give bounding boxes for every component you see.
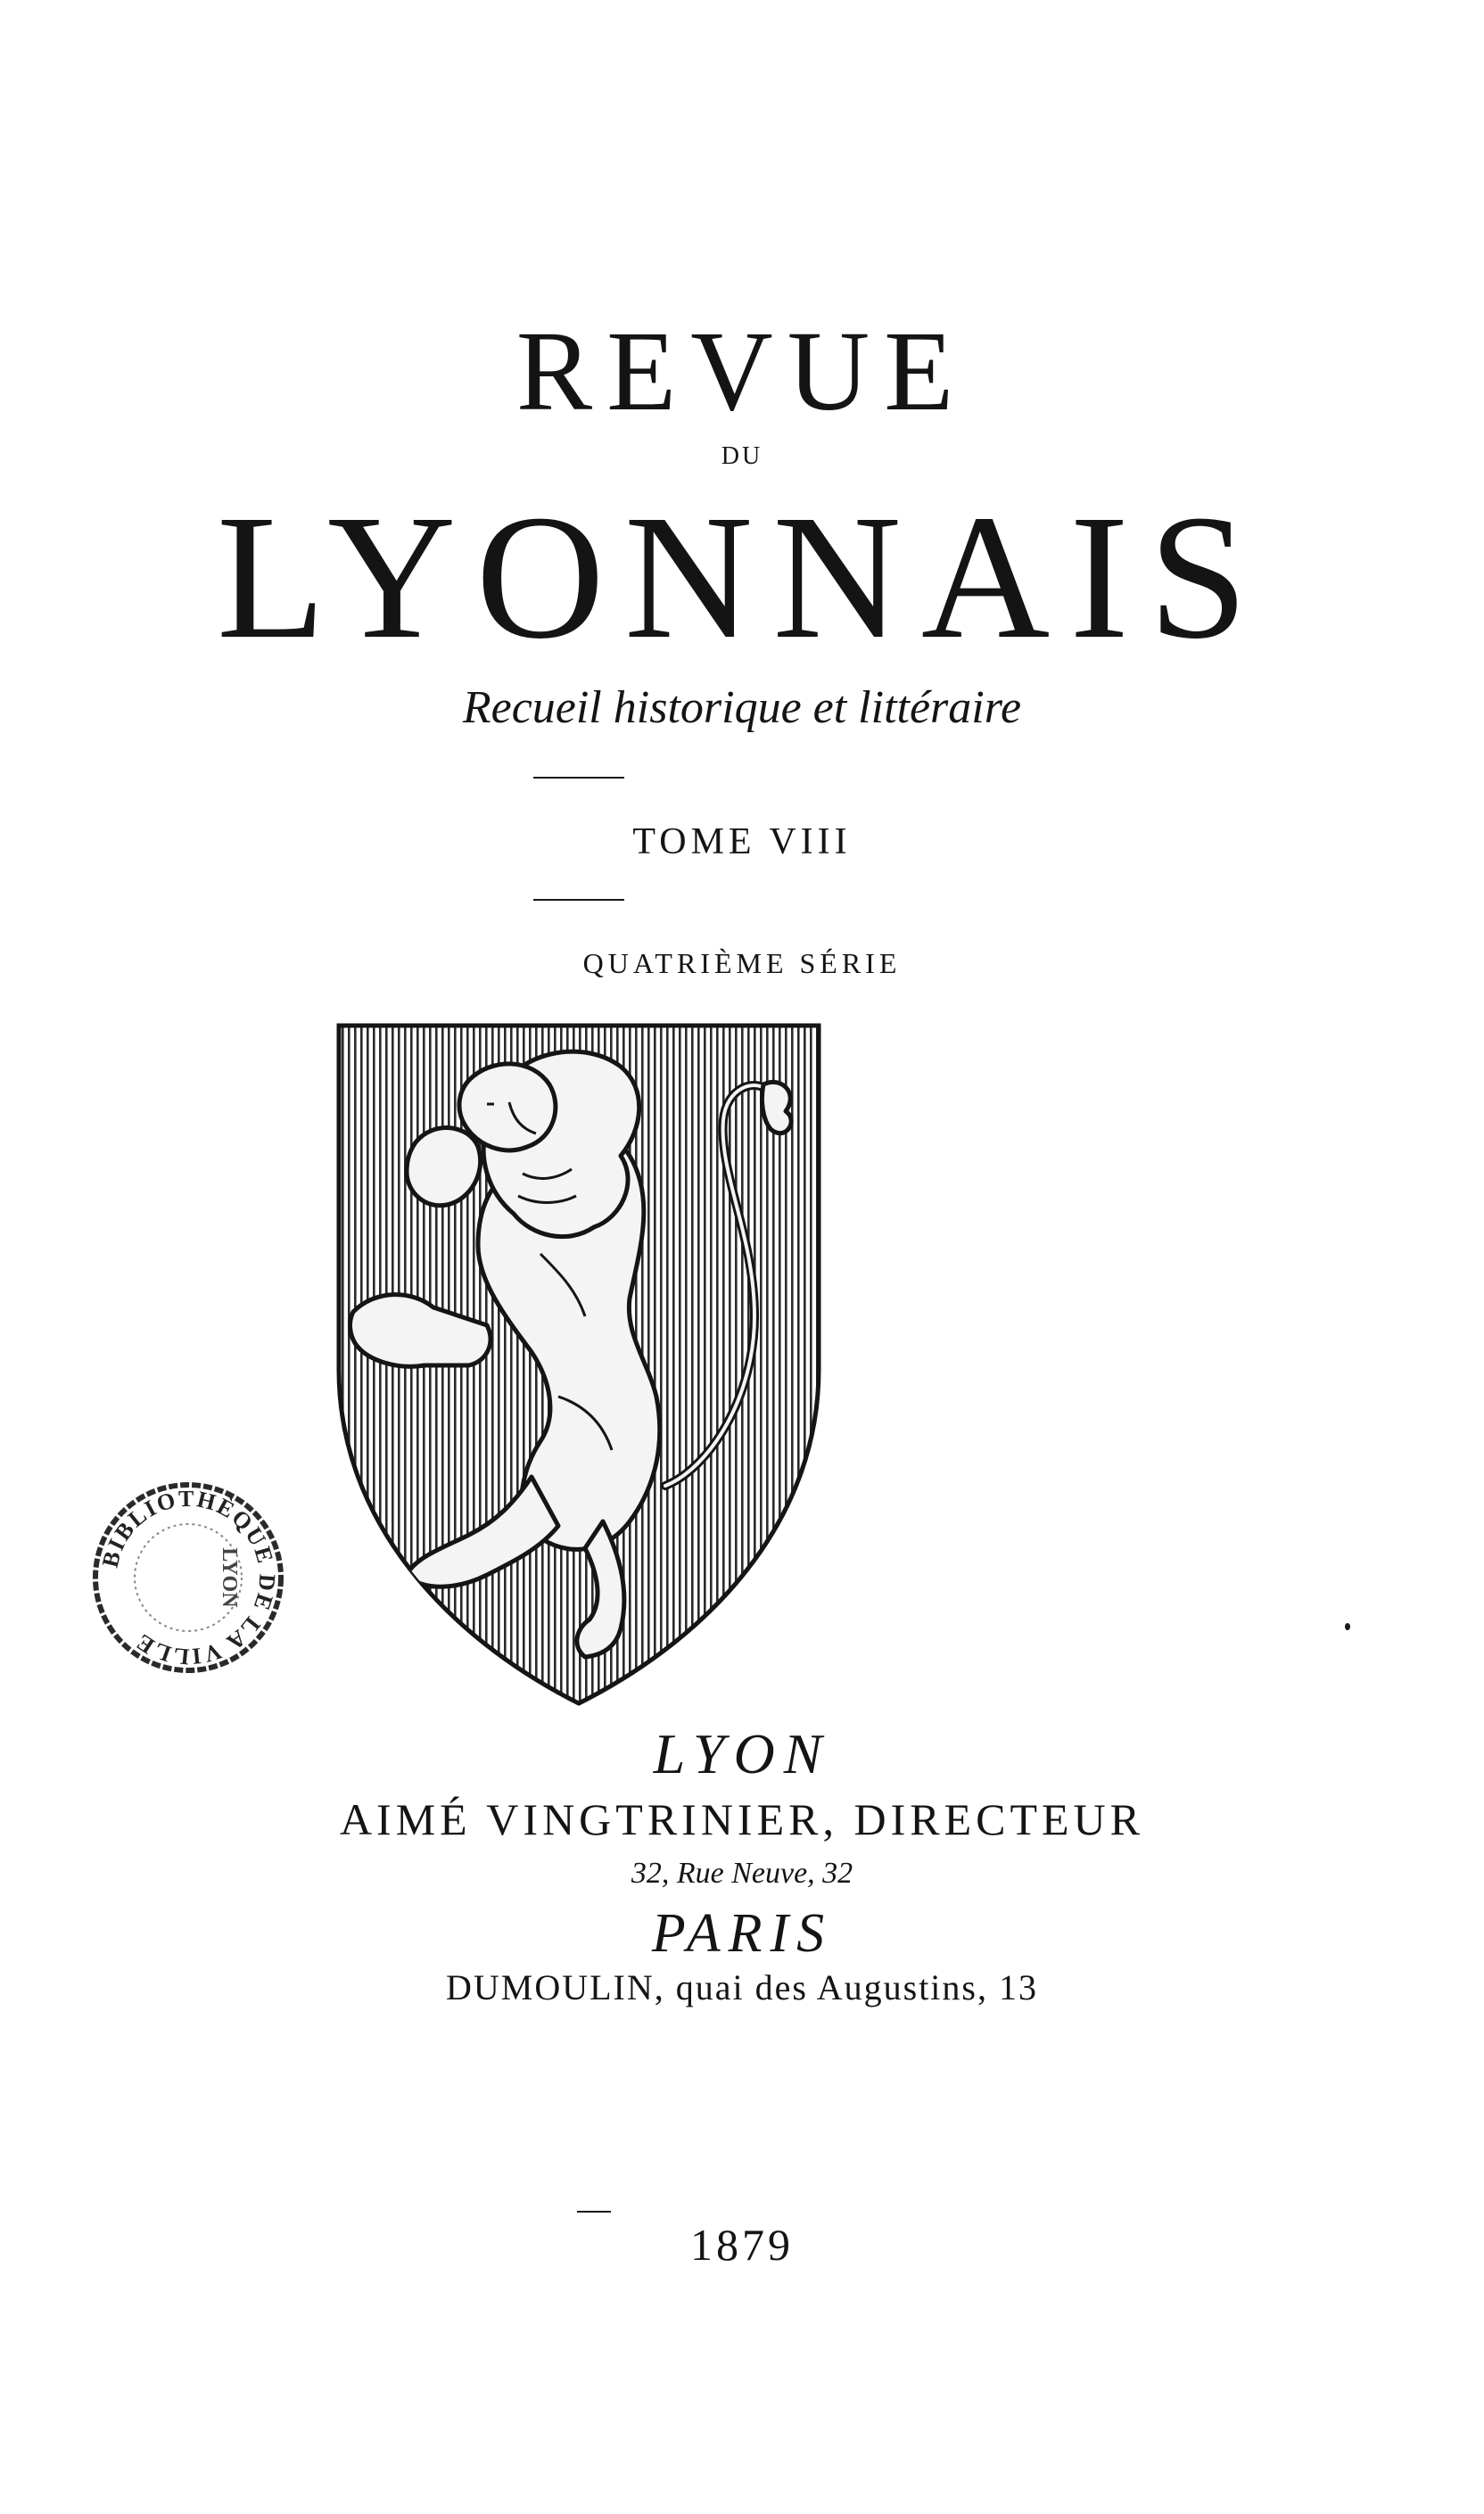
imprint-address-lyon: 32, Rue Neuve, 32 <box>631 1857 853 1890</box>
imprint-city-lyon: LYON <box>653 1722 831 1785</box>
imprint-city-paris: PARIS <box>651 1903 833 1964</box>
svg-text:BIBLIOTHÈQUE DE LA VILLE: BIBLIOTHÈQUE DE LA VILLE <box>96 1485 281 1670</box>
divider-rule <box>533 777 624 779</box>
title-du: DU <box>721 442 763 470</box>
ink-speck <box>1345 1623 1350 1630</box>
imprint-publisher-lyon: AIMÉ VINGTRINIER, DIRECTEUR <box>339 1794 1145 1844</box>
lion-rampant-shield-icon <box>335 1022 822 1707</box>
divider-rule <box>577 2211 611 2213</box>
library-stamp-icon <box>89 1479 287 1677</box>
svg-text:LYON: LYON <box>218 1547 241 1608</box>
title-lyonnais: LYONNAIS <box>216 479 1268 676</box>
subtitle: Recueil historique et littéraire <box>462 682 1022 733</box>
volume-tome: TOME VIII <box>632 821 852 862</box>
volume-serie: QUATRIÈME SÉRIE <box>582 947 902 979</box>
title-revue: REVUE <box>515 308 969 434</box>
imprint-year: 1879 <box>690 2220 794 2270</box>
imprint-publisher-paris: DUMOULIN, quai des Augustins, 13 <box>446 1967 1038 2007</box>
divider-rule <box>533 899 624 901</box>
